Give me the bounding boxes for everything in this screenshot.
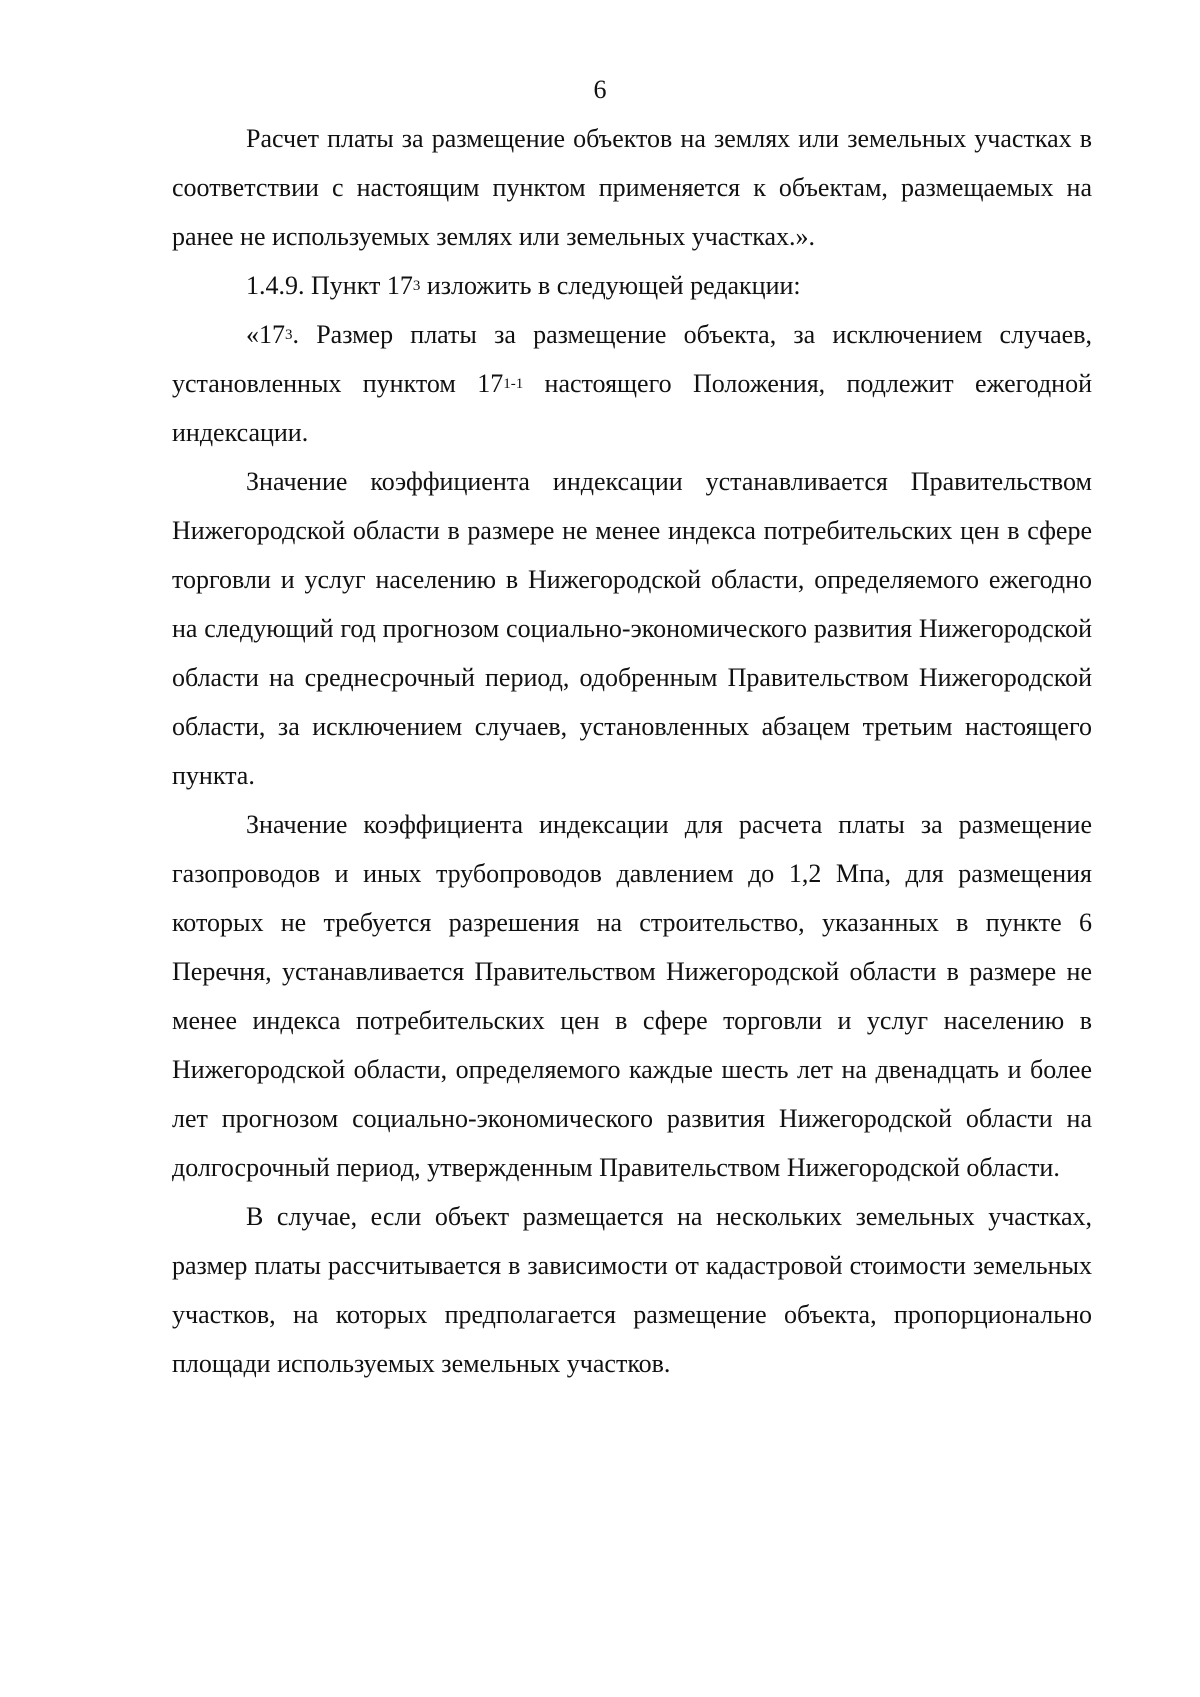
indexation-tail: настоящего Положения, подлежит ежегодной индексации. — [172, 369, 1093, 447]
page-number: 6 — [593, 75, 607, 104]
superscript-1-1: 1-1 — [503, 376, 524, 392]
superscript-3: 3 — [285, 327, 293, 343]
paragraph-calculation-scope: Расчет платы за размещение объектов на землях или земельных участках в соответствии с настоящим пунктом применяется к объектам, размещаемых на ранее не используемых землях или земельных участках.». — [172, 124, 1092, 251]
paragraph-multiple-plots: В случае, если объект размещается на нескольких земельных участках, размер платы рассчитывается в зависимости от кадастровой стоимости земельных участков, на которых предполагается размещение объекта, пропорционально площади используемых земельных участков. — [172, 1202, 1092, 1378]
indexation-open: «17 — [246, 320, 285, 349]
paragraph-indexation — [172, 310, 1092, 457]
indexation-text: . Размер платы за размещение объекта, за исключением случаев, установленных пунктом 17 — [172, 320, 1092, 398]
superscript-3: 3 — [412, 278, 421, 294]
paragraph-coefficient-gas-pipelines: Значение коэффициента индексации для расчета платы за размещение газопроводов и иных трубопроводов давлением до 1,2 Мпа, для размещения которых не требуется разрешения на строительство, указанных в пункте 6 Перечня, устанавливается Правительством Нижегородской области в размере не менее индекса потребительских цен в сфере торговли и услуг населению в Нижегородской области, определяемого каждые шесть лет на двенадцать и более лет прогнозом социально-экономического развития Нижегородской области на долгосрочный период, утвержденным Правительством Нижегородской области. — [172, 810, 1092, 1182]
amendment-item-tail: изложить в следующей редакции: — [420, 271, 801, 300]
document-body — [172, 114, 1092, 1388]
amendment-item-text: 1.4.9. Пункт 17 — [246, 271, 413, 300]
paragraph-amendment-item — [172, 261, 1092, 310]
paragraph-coefficient-general: Значение коэффициента индексации устанавливается Правительством Нижегородской области в размере не менее индекса потребительских цен в сфере торговли и услуг населению в Нижегородской области, определяемого ежегодно на следующий год прогнозом социально-экономического развития Нижегородской области на среднесрочный период, одобренным Правительством Нижегородской области, за исключением случаев, установленных абзацем третьим настоящего пункта. — [172, 467, 1092, 790]
